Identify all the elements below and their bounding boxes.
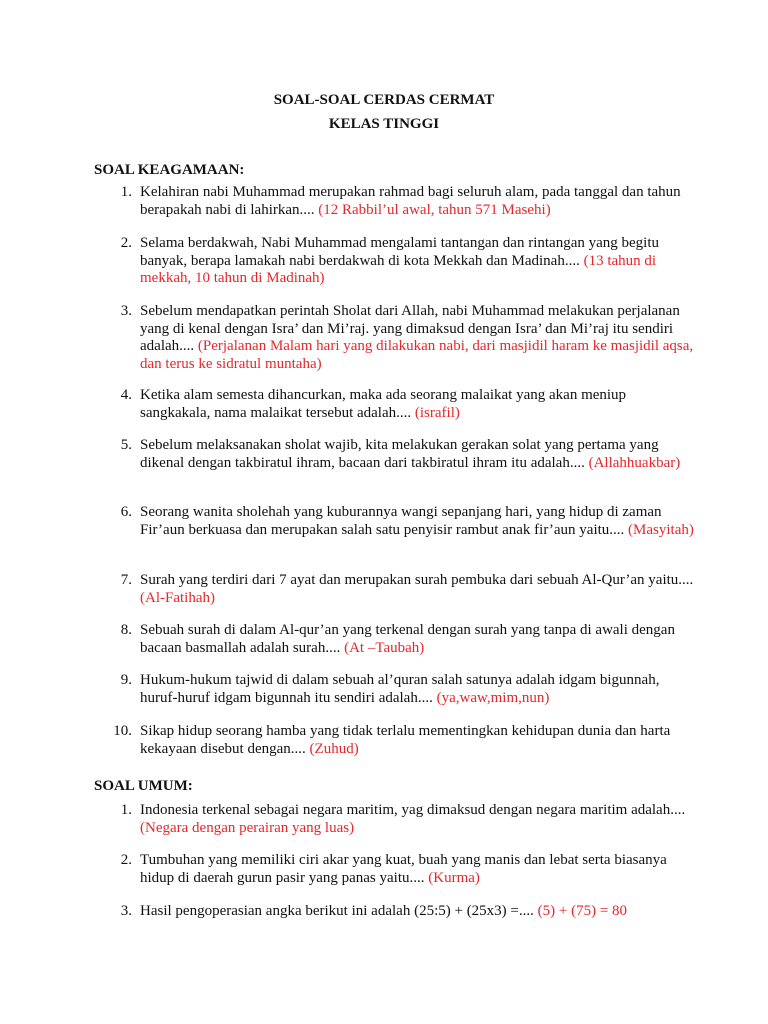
question-item — [120, 852, 700, 887]
question-text: Tumbuhan yang memiliki ciri akar yang kuat, buah yang manis dan lebat serta biasanya hidup di daerah gurun pasir yang panas yaitu.... — [140, 852, 667, 886]
question-text: Seorang wanita sholehah yang kuburannya wangi sepanjang hari, yang hidup di zaman Fir’aun berkuasa dan merupakan salah satu penyisir rambut anak fir’aun yaitu.... — [140, 504, 662, 538]
question-item — [120, 387, 700, 422]
question-number: 3. — [120, 303, 132, 319]
question-answer: (Perjalanan Malam hari yang dilakukan nabi, dari masjidil haram ke masjidil aqsa, dan terus ke sidratul muntaha) — [140, 338, 694, 372]
question-number: 2. — [120, 235, 132, 251]
question-text: Sikap hidup seorang hamba yang tidak terlalu mementingkan kehidupan dunia dan harta kekayaan disebut dengan.... — [140, 723, 671, 757]
question-item — [120, 235, 700, 288]
document-title: SOAL-SOAL CERDAS CERMAT — [273, 92, 495, 108]
question-number: 9. — [120, 672, 132, 688]
question-text: Indonesia terkenal sebagai negara maritim, yag dimaksud dengan negara maritim adalah.... — [140, 802, 686, 818]
question-number: 4. — [120, 387, 132, 403]
question-item — [120, 903, 700, 921]
question-number: 1. — [120, 802, 132, 818]
question-text: Ketika alam semesta dihancurkan, maka ada seorang malaikat yang akan meniup sangkakala, nama malaikat tersebut adalah.... — [140, 387, 627, 421]
question-item — [113, 723, 700, 758]
question-text: Selama berdakwah, Nabi Muhammad mengalami tantangan dan rintangan yang begitu banyak, berapa lamakah nabi berdakwah di kota Mekkah dan Madinah.... — [140, 235, 660, 269]
question-item — [120, 504, 700, 539]
question-item — [120, 184, 700, 219]
question-number: 2. — [120, 852, 132, 868]
question-answer: (Zuhud) — [309, 740, 359, 757]
question-text: Surah yang terdiri dari 7 ayat dan merupakan surah pembuka dari sebuah Al-Qur’an yaitu.... — [140, 572, 694, 588]
question-number: 5. — [120, 437, 132, 453]
question-number: 10. — [113, 723, 132, 739]
question-answer: (israfil) — [414, 404, 460, 421]
section-heading-keagamaan: SOAL KEAGAMAAN: — [94, 162, 245, 178]
question-answer: (At –Taubah) — [344, 639, 425, 656]
question-text: Hukum-hukum tajwid di dalam sebuah al’quran salah satunya adalah idgam bigunnah, huruf-huruf idgam bigunnah itu sendiri adalah.... — [140, 672, 660, 706]
question-answer: (ya,waw,mim,nun) — [436, 689, 550, 706]
question-number: 8. — [120, 622, 132, 638]
question-answer: (5) + (75) = 80 — [537, 903, 628, 919]
question-item — [120, 303, 700, 373]
question-item — [120, 572, 700, 607]
question-item — [120, 672, 700, 707]
question-number: 7. — [120, 572, 132, 588]
question-text: Kelahiran nabi Muhammad merupakan rahmad bagi seluruh alam, pada tanggal dan tahun berapakah nabi di lahirkan.... — [140, 184, 681, 218]
question-answer: (Masyitah) — [628, 521, 694, 538]
question-number: 1. — [120, 184, 132, 200]
question-number: 6. — [120, 504, 132, 520]
question-text: Sebelum melaksanakan sholat wajib, kita melakukan gerakan solat yang pertama yang dikenal dengan takbiratul ihram, bacaan dari takbiratul ihram itu adalah.... — [140, 437, 659, 471]
section-heading-umum: SOAL UMUM: — [94, 778, 193, 794]
question-text: Sebuah surah di dalam Al-qur’an yang terkenal dengan surah yang tanpa di awali dengan bacaan basmallah adalah surah.... — [140, 622, 675, 656]
question-item — [120, 622, 700, 657]
question-answer: (Allahhuakbar) — [588, 454, 681, 471]
question-answer: (Negara dengan perairan yang luas) — [140, 819, 355, 836]
question-item — [120, 802, 700, 837]
question-number: 3. — [120, 903, 132, 919]
document-subtitle: KELAS TINGGI — [328, 116, 440, 132]
question-item — [120, 437, 700, 472]
question-answer: (13 tahun di mekkah, 10 tahun di Madinah) — [140, 252, 657, 286]
question-text: Hasil pengoperasian angka berikut ini adalah (25:5) + (25x3) =.... — [140, 903, 534, 919]
question-answer: (12 Rabbil’ul awal, tahun 571 Masehi) — [318, 201, 551, 218]
question-text: Sebelum mendapatkan perintah Sholat dari Allah, nabi Muhammad melakukan perjalanan yang di kenal dengan Isra’ dan Mi’raj. yang dimaksud dengan Isra’ dan Mi’raj itu sendiri adalah.... — [140, 303, 680, 354]
question-answer: (Al-Fatihah) — [140, 589, 215, 606]
question-answer: (Kurma) — [428, 869, 480, 886]
